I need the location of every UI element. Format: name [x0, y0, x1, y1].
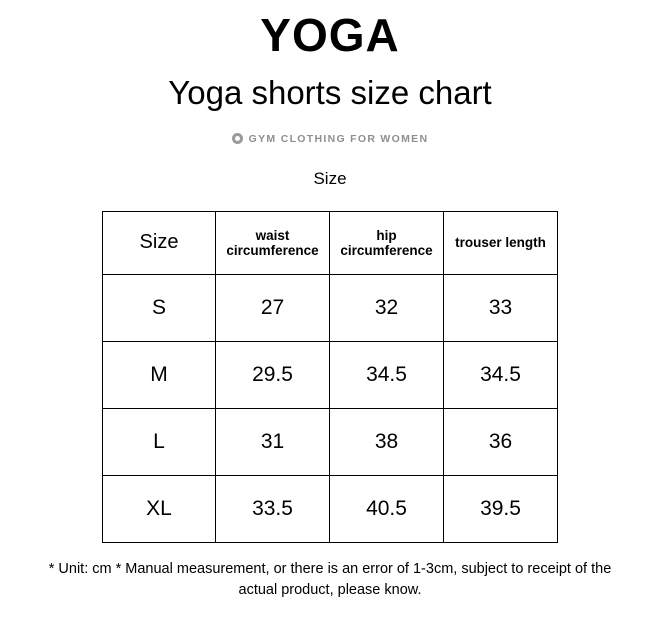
footnote-line-2: actual product, please know.: [238, 581, 422, 598]
tagline: [232, 133, 429, 145]
cell-length: 36: [444, 408, 558, 475]
table-row: [103, 408, 558, 475]
size-caption: Size: [313, 168, 347, 188]
cell-hip: 40.5: [330, 475, 444, 542]
cell-hip: 38: [330, 408, 444, 475]
cell-length: 33: [444, 274, 558, 341]
cell-hip: 34.5: [330, 341, 444, 408]
table-row: [103, 274, 558, 341]
cell-size: M: [103, 341, 216, 408]
column-header-waist: waist circumference: [216, 211, 330, 274]
table-row: [103, 341, 558, 408]
footnote: [0, 559, 660, 601]
page-title: YOGA: [260, 9, 400, 61]
table-row: [103, 475, 558, 542]
cell-waist: 29.5: [216, 341, 330, 408]
cell-waist: 27: [216, 274, 330, 341]
size-table: [102, 211, 558, 543]
page-subtitle: Yoga shorts size chart: [168, 73, 492, 111]
footnote-line-1: * Unit: cm * Manual measurement, or there is an error of 1-3cm, subject to receipt of the: [48, 560, 612, 577]
tagline-label: GYM CLOTHING FOR WOMEN: [248, 132, 429, 145]
cell-length: 39.5: [444, 475, 558, 542]
cell-size: XL: [103, 475, 216, 542]
cell-size: L: [103, 408, 216, 475]
cell-size: S: [103, 274, 216, 341]
column-header-size: Size: [103, 211, 216, 274]
table-header-row: [103, 211, 558, 274]
cell-hip: 32: [330, 274, 444, 341]
circle-dot-icon: [232, 133, 243, 144]
cell-waist: 31: [216, 408, 330, 475]
column-header-length: trouser length: [444, 211, 558, 274]
cell-length: 34.5: [444, 341, 558, 408]
column-header-hip: hip circumference: [330, 211, 444, 274]
cell-waist: 33.5: [216, 475, 330, 542]
